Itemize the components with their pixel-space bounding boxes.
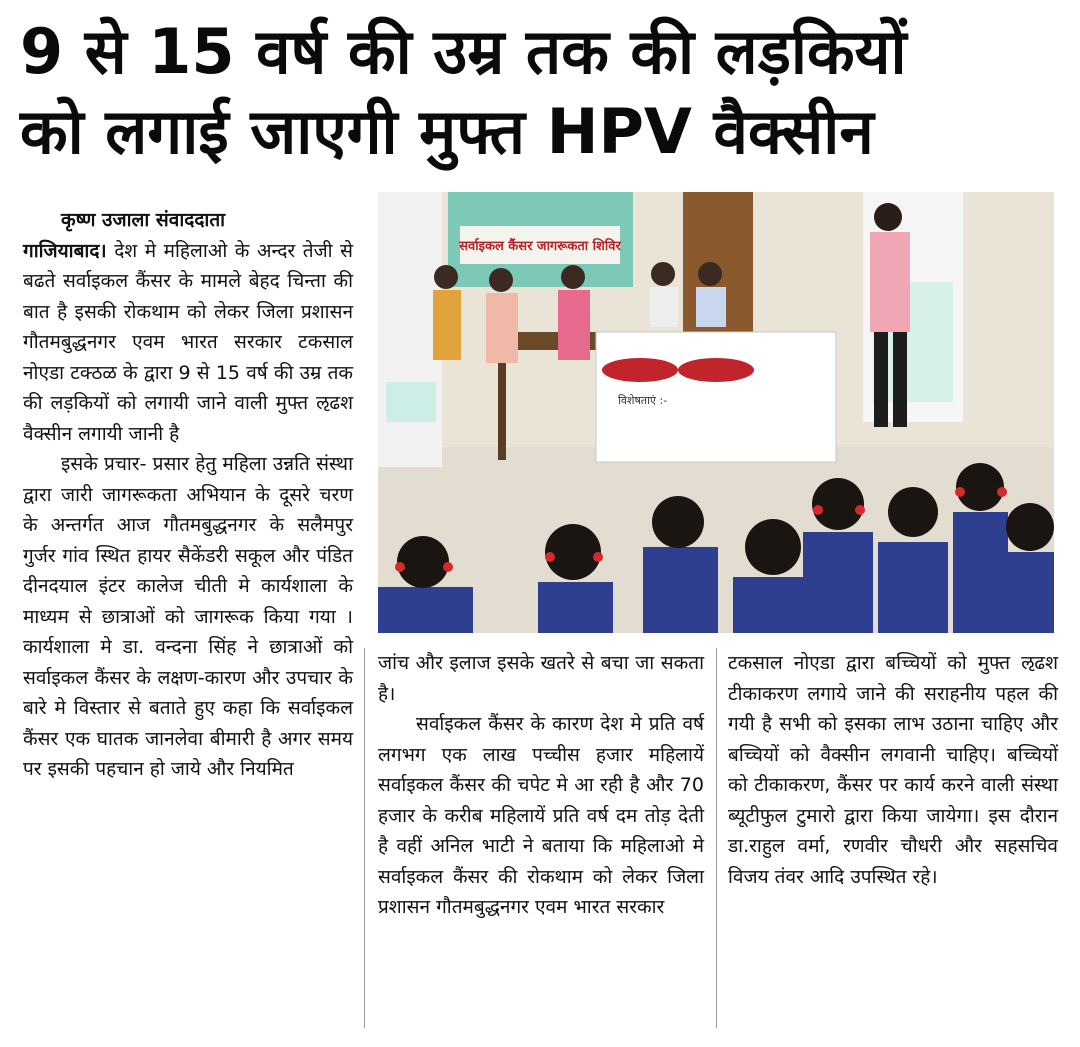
article-paragraph-5: टकसाल नोएडा द्वारा बच्चियों को मुफ्त ऌढश टीकाकरण लगाये जाने की सराहनीय पहल की गयी है सभी को इसका लाभ उठाना चाहिए और बच्चियों को वैक्सीन लगवानी चाहिए। बच्चियों को टीकाकरण, कैंसर पर कार्य करने वाली संस्था ब्यूटीफुल टुमारो द्वारा किया जायेगा। इस दौरान डा.राहुल वर्मा, रणवीर चौधरी और सहसचिव विजय तंवर आदि उपस्थित रहे।: [728, 652, 1058, 888]
column-divider-2: [716, 648, 717, 1028]
article-paragraph-1: गाजियाबाद। देश मे महिलाओ के अन्दर तेजी से बढते सर्वाइकल कैंसर के मामले बेहद चिन्ता की बात है इसकी रोकथाम को लेकर जिला प्रशासन गौतमबुद्धनगर एवम भारत सरकार टकसाल नोएडा टक्ठळ के द्वारा 9 से 15 वर्ष की उम्र तक की लड़कियों को लगायी जाने वाली मुफ्त ऌढश वैक्सीन लगायी जानी है: [23, 239, 353, 445]
board-heading: विशेषताएं :-: [618, 394, 668, 407]
article-paragraph-2: इसके प्रचार- प्रसार हेतु महिला उन्नति संस्था द्वारा जारी जागरूकता अभियान के दूसरे चरण के अन्तर्गत आज गौतमबुद्धनगर के सलैमपुर गुर्जर गांव स्थित हायर सैकेंडरी सकूल और पंडित दीनदयाल इंटर कालेज चीती मे कार्यशाला के माध्यम से छात्राओं को जागरूक किया गया । कार्यशाला मे डा. वन्दना सिंह ने छात्राओं को सर्वाइकल कैंसर के लक्षण-कारण और उपचार के बारे मे विस्तार से बताते हुए कहा कि सर्वाइकल कैंसर एक घातक जानलेवा बीमारी है अगर समय पर इसकी पहचान हो जाये और नियमित: [23, 453, 353, 780]
event-photo: [378, 192, 1054, 633]
headline-line-1: 9 से 15 वर्ष की उम्र तक की लड़कियों: [20, 15, 907, 88]
article-column-2: [378, 648, 704, 923]
column-divider: [364, 648, 365, 1028]
dateline: गाजियाबाद।: [23, 239, 107, 262]
article-column-3: [728, 648, 1058, 892]
article-paragraph-4: सर्वाइकल कैंसर के कारण देश मे प्रति वर्ष लगभग एक लाख पच्चीस हजार महिलायें सर्वाइकल कैंसर की चपेट मे आ रही है और 70 हजार के करीब महिलायें प्रति वर्ष दम तोड़ देती है वहीं अनिल भाटी ने बताया कि महिलाओ मे सर्वाइकल कैंसर की रोकथाम को लेकर जिला प्रशासन गौतमबुद्धनगर एवम भारत सरकार: [378, 713, 704, 918]
event-photo-illustration: [378, 192, 1054, 633]
byline-reporter: कृष्ण उजाला संवाददाता: [61, 209, 226, 231]
headline: [20, 12, 1065, 172]
headline-line-2: को लगाई जाएगी मुफ्त HPV वैक्सीन: [20, 95, 874, 168]
article-column-1: [23, 205, 353, 785]
banner-title: सर्वाइकल कैंसर जागरूकता शिविर: [459, 239, 621, 254]
article-paragraph-3: जांच और इलाज इसके खतरे से बचा जा सकता है।: [378, 652, 704, 705]
